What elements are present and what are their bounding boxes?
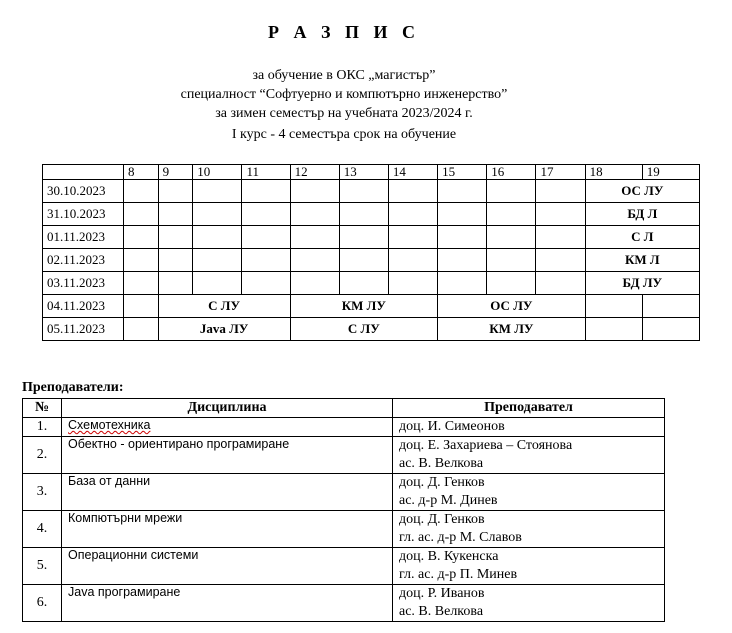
hour-cell: 14 <box>388 165 437 180</box>
teacher-2: ас. В. Велкова <box>399 456 484 471</box>
discipline-name: Java програмиране <box>62 585 393 622</box>
class-entry: С ЛУ <box>290 318 438 341</box>
teachers-table <box>22 398 665 622</box>
row-number: 2. <box>23 437 62 474</box>
teacher-names <box>393 548 665 585</box>
hour-cell: 16 <box>487 165 536 180</box>
teacher-2: ас. В. Велкова <box>399 604 484 619</box>
row-number: 5. <box>23 548 62 585</box>
teacher-row <box>23 437 665 474</box>
schedule-row <box>43 203 700 226</box>
teacher-1: доц. Р. Иванов <box>399 586 485 601</box>
hour-cell: 17 <box>536 165 585 180</box>
subtitle-specialty: специалност “Софтуерно и компютърно инженерство” <box>180 87 508 102</box>
teacher-2: ас. д-р М. Динев <box>399 493 498 508</box>
teacher-1: доц. В. Кукенска <box>399 549 499 564</box>
page-title: Р А З П И С <box>268 22 420 42</box>
teacher-names <box>393 418 665 437</box>
schedule-row <box>43 272 700 295</box>
hour-cell: 8 <box>124 165 159 180</box>
teacher-1: доц. Д. Генков <box>399 512 485 527</box>
discipline-name: Операционни системи <box>62 548 393 585</box>
discipline-name: Компютърни мрежи <box>62 511 393 548</box>
teacher-names <box>393 474 665 511</box>
teacher-header: Преподавател <box>393 399 665 418</box>
row-number: 1. <box>23 418 62 437</box>
teacher-1: доц. И. Симеонов <box>399 419 505 434</box>
class-entry: Java ЛУ <box>158 318 290 341</box>
teacher-names <box>393 585 665 622</box>
discipline-name: Обектно - ориентирано програмиране <box>62 437 393 474</box>
schedule-row <box>43 295 700 318</box>
hour-cell: 13 <box>339 165 388 180</box>
teacher-2: гл. ас. д-р П. Минев <box>399 567 518 582</box>
class-entry: С Л <box>585 226 699 249</box>
teacher-1: доц. Д. Генков <box>399 475 485 490</box>
subtitle-degree: за обучение в ОКС „магистър” <box>252 68 436 83</box>
schedule-row <box>43 318 700 341</box>
class-entry: С ЛУ <box>158 295 290 318</box>
date-cell: 04.11.2023 <box>43 295 124 318</box>
schedule-header-row <box>43 165 700 180</box>
date-cell: 31.10.2023 <box>43 203 124 226</box>
date-cell: 03.11.2023 <box>43 272 124 295</box>
teacher-names <box>393 437 665 474</box>
teacher-names <box>393 511 665 548</box>
class-entry: БД ЛУ <box>585 272 699 295</box>
hour-cell: 18 <box>585 165 642 180</box>
teacher-row <box>23 511 665 548</box>
num-header: № <box>23 399 62 418</box>
hour-cell: 19 <box>642 165 699 180</box>
teacher-row <box>23 474 665 511</box>
schedule-table <box>42 164 700 341</box>
discipline-text: Схемотехника <box>68 418 151 432</box>
header-empty-cell <box>43 165 124 180</box>
teacher-row <box>23 418 665 437</box>
date-cell: 02.11.2023 <box>43 249 124 272</box>
class-entry: ОС ЛУ <box>438 295 586 318</box>
subtitle-course: I курс - 4 семестъра срок на обучение <box>231 127 457 142</box>
schedule-row <box>43 180 700 203</box>
discipline-name <box>62 418 393 437</box>
date-cell: 05.11.2023 <box>43 318 124 341</box>
date-cell: 30.10.2023 <box>43 180 124 203</box>
teacher-2: гл. ас. д-р М. Славов <box>399 530 522 545</box>
hour-cell: 11 <box>242 165 290 180</box>
teacher-row <box>23 585 665 622</box>
discipline-name: База от данни <box>62 474 393 511</box>
schedule-row <box>43 226 700 249</box>
class-entry: БД Л <box>585 203 699 226</box>
teachers-heading: Преподаватели: <box>22 380 124 395</box>
hour-cell: 10 <box>193 165 242 180</box>
teachers-header-row <box>23 399 665 418</box>
class-entry: КМ ЛУ <box>438 318 586 341</box>
teacher-1: доц. Е. Захариева – Стоянова <box>399 438 573 453</box>
row-number: 6. <box>23 585 62 622</box>
class-entry: КМ Л <box>585 249 699 272</box>
class-entry: КМ ЛУ <box>290 295 438 318</box>
schedule-row <box>43 249 700 272</box>
hour-cell: 9 <box>158 165 193 180</box>
hour-cell: 12 <box>290 165 339 180</box>
class-entry: ОС ЛУ <box>585 180 699 203</box>
teacher-row <box>23 548 665 585</box>
row-number: 3. <box>23 474 62 511</box>
date-cell: 01.11.2023 <box>43 226 124 249</box>
hour-cell: 15 <box>438 165 487 180</box>
subtitle-semester: за зимен семестър на учебната 2023/2024 г. <box>215 106 473 121</box>
row-number: 4. <box>23 511 62 548</box>
discipline-header: Дисциплина <box>62 399 393 418</box>
